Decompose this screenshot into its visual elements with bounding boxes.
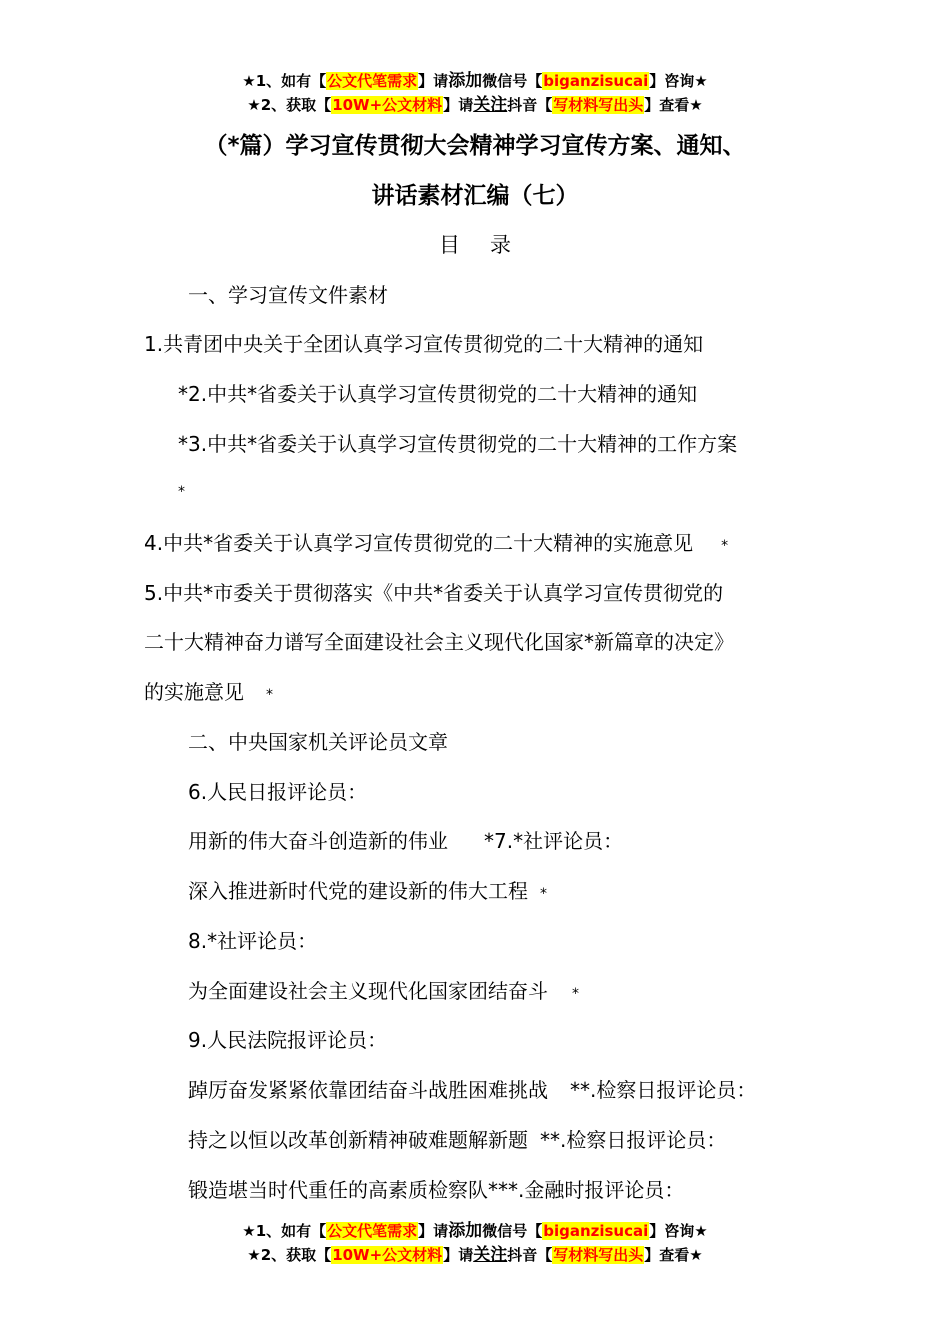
toc-item-continued	[144, 678, 273, 709]
ad-text: 】请	[418, 72, 449, 90]
toc-item: 5.中共*市委关于贯彻落实《中共*省委关于认真学习宣传贯彻党的	[144, 581, 724, 605]
ad-text: ★2、获取【	[247, 96, 332, 114]
toc-item: 6.人民日报评论员：	[188, 780, 368, 804]
toc-item-text: 的实施意见	[144, 680, 244, 704]
ad-text: 】咨询★	[649, 72, 708, 90]
footer-ad-line-1	[0, 1220, 950, 1242]
ad-text: 微信号【	[482, 1222, 543, 1240]
toc-item	[188, 1076, 756, 1104]
toc-item	[188, 977, 579, 1008]
ad-emphasis: 添加	[448, 71, 483, 91]
toc-item-text: 4.中共*省委关于认真学习宣传贯彻党的二十大精神的实施意见	[144, 531, 694, 555]
toc-item-continued: 二十大精神奋力谱写全面建设社会主义现代化国家*新篇章的决定》	[144, 630, 734, 654]
toc-item-text: 为全面建设社会主义现代化国家团结奋斗	[188, 979, 548, 1003]
ad-text: ★1、如有【	[242, 1222, 327, 1240]
toc-star: *	[178, 484, 185, 500]
toc-item-text: *7.*社评论员：	[484, 829, 624, 853]
document-title-line-2: 讲话素材汇编（七）	[371, 183, 579, 209]
ad-text: ★1、如有【	[242, 72, 327, 90]
toc-item	[144, 529, 728, 560]
toc-star: *	[266, 687, 273, 703]
toc-item: 1.共青团中央关于全团认真学习宣传贯彻党的二十大精神的通知	[144, 332, 704, 356]
ad-text: 抖音【	[507, 96, 553, 114]
ad-emphasis: 关注	[473, 95, 508, 115]
wechat-id: biganzisucai	[543, 72, 649, 90]
toc-item: 9.人民法院报评论员：	[188, 1028, 388, 1052]
ad-highlight: 公文代笔需求	[327, 72, 418, 90]
ad-emphasis: 添加	[448, 1221, 483, 1241]
toc-item	[188, 827, 623, 855]
toc-item: 锻造堪当时代重任的高素质检察队***.金融时报评论员：	[188, 1178, 685, 1202]
ad-text: 】咨询★	[649, 1222, 708, 1240]
douyin-account: 写材料写出头	[553, 1246, 644, 1264]
douyin-account: 写材料写出头	[553, 96, 644, 114]
toc-star: *	[540, 886, 547, 902]
toc-section-heading: 一、学习宣传文件素材	[188, 283, 388, 307]
footer-ad-line-2	[0, 1244, 950, 1266]
ad-text: 微信号【	[482, 72, 543, 90]
toc-title: 目录	[439, 233, 541, 257]
toc-item-text: 用新的伟大奋斗创造新的伟业	[188, 829, 448, 853]
toc-section-heading: 二、中央国家机关评论员文章	[188, 730, 448, 754]
ad-text: ★2、获取【	[247, 1246, 332, 1264]
ad-text: 】请	[443, 96, 474, 114]
ad-text: 】请	[443, 1246, 474, 1264]
toc-item: 8.*社评论员：	[188, 929, 318, 953]
toc-item-text: 持之以恒以改革创新精神破难题解新题	[188, 1128, 528, 1152]
ad-highlight: 10W+公文材料	[332, 96, 443, 114]
toc-item-text: **.检察日报评论员：	[570, 1078, 757, 1102]
toc-item-text: **.检察日报评论员：	[540, 1128, 727, 1152]
ad-highlight: 10W+公文材料	[332, 1246, 443, 1264]
ad-highlight: 公文代笔需求	[327, 1222, 418, 1240]
toc-star: *	[572, 986, 579, 1002]
header-ad-line-2	[0, 94, 950, 116]
toc-star: *	[721, 538, 729, 554]
document-title-line-1: （*篇）学习宣传贯彻大会精神学习宣传方案、通知、	[204, 133, 746, 159]
wechat-id: biganzisucai	[543, 1222, 649, 1240]
toc-item-text: 踔厉奋发紧紧依靠团结奋斗战胜困难挑战	[188, 1078, 548, 1102]
ad-text: 抖音【	[507, 1246, 553, 1264]
toc-item: *3.中共*省委关于认真学习宣传贯彻党的二十大精神的工作方案	[178, 432, 738, 456]
ad-emphasis: 关注	[473, 1245, 508, 1265]
toc-item	[188, 1126, 726, 1154]
toc-item-text: 深入推进新时代党的建设新的伟大工程	[188, 879, 528, 903]
toc-item: *2.中共*省委关于认真学习宣传贯彻党的二十大精神的通知	[178, 382, 698, 406]
toc-item	[188, 877, 547, 908]
ad-text: 】查看★	[644, 96, 703, 114]
header-ad-line-1	[0, 70, 950, 92]
ad-text: 】请	[418, 1222, 449, 1240]
ad-text: 】查看★	[644, 1246, 703, 1264]
